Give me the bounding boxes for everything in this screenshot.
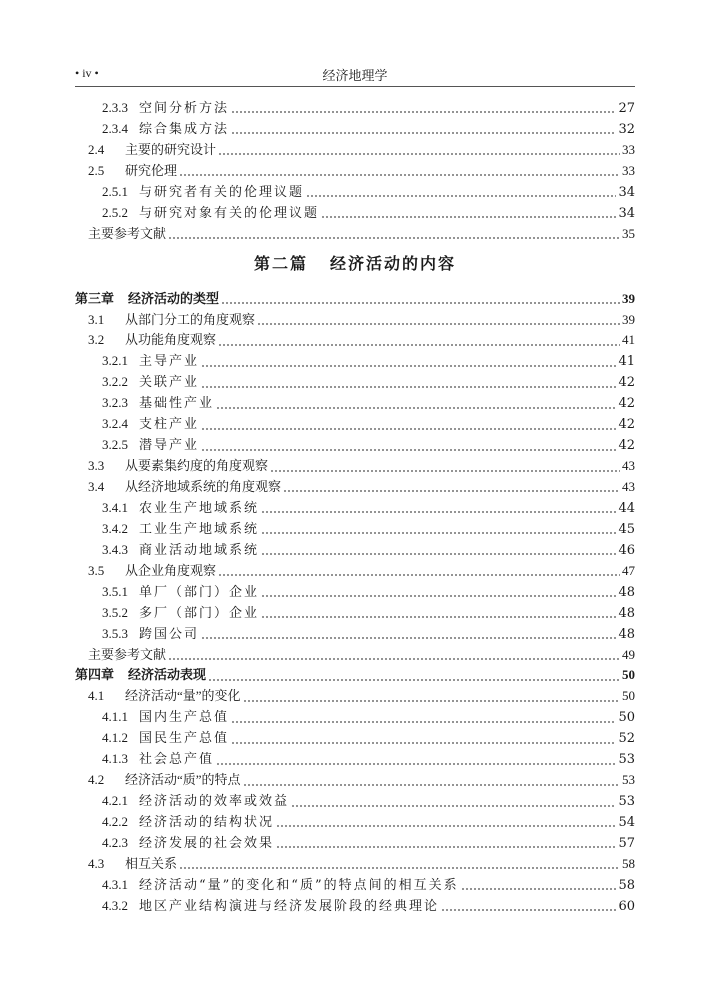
entry-number: 2.5: [88, 162, 105, 178]
entry-page: 46: [618, 542, 635, 558]
entry-title: 多厂（部门）企业: [139, 605, 260, 621]
entry-page: 32: [618, 121, 635, 137]
toc-entry[interactable]: [75, 456, 635, 477]
dot-leader: [441, 909, 616, 911]
entry-page: 39: [622, 290, 635, 306]
entry-page: 44: [618, 500, 635, 516]
entry-title: 经济活动表现: [128, 667, 207, 683]
entry-title: 经济活动的效率或效益: [139, 794, 290, 810]
entry-page: 50: [618, 710, 635, 726]
dot-leader: [201, 365, 616, 367]
entry-page: 52: [618, 731, 635, 747]
toc-entry[interactable]: [75, 791, 635, 812]
toc-section-before: [75, 98, 635, 245]
entry-title: 从部门分工的角度观察: [125, 311, 256, 327]
entry-page: 47: [622, 562, 635, 578]
entry-title: 相互关系: [125, 855, 178, 871]
entry-number: 4.2.2: [102, 814, 128, 829]
dot-leader: [201, 637, 616, 639]
entry-title: 经济活动“质”的特点: [125, 772, 241, 788]
entry-number: 3.5.2: [102, 604, 128, 620]
entry-title: 基础性产业: [139, 396, 215, 412]
entry-title: 与研究者有关的伦理议题: [139, 184, 305, 200]
page-number: • iv •: [75, 66, 99, 80]
dot-leader: [179, 174, 620, 176]
dot-leader: [243, 700, 620, 702]
toc-entry[interactable]: [75, 203, 635, 224]
dot-leader: [243, 784, 620, 786]
entry-page: 34: [618, 184, 635, 200]
entry-number: 3.5.3: [102, 625, 128, 641]
entry-page: 53: [622, 772, 635, 788]
toc-entry[interactable]: [75, 161, 635, 182]
dot-leader: [201, 449, 616, 451]
toc-entry[interactable]: [75, 812, 635, 833]
toc-references-entry[interactable]: [75, 645, 635, 666]
entry-title: 主要参考文献: [88, 225, 167, 241]
dot-leader: [216, 407, 616, 409]
toc-entry[interactable]: [75, 624, 635, 645]
toc-entry[interactable]: [75, 351, 635, 372]
toc-entry[interactable]: [75, 770, 635, 791]
entry-number: 4.2.1: [102, 793, 128, 809]
toc-entry[interactable]: [75, 310, 635, 331]
entry-title: 经济活动“量”的变化: [125, 688, 241, 704]
entry-number: 3.4.3: [102, 541, 128, 557]
entry-page: 50: [622, 688, 635, 704]
toc-chapter-entry[interactable]: [75, 665, 635, 686]
entry-number: 3.1: [88, 311, 105, 327]
entry-page: 42: [618, 375, 635, 391]
entry-number: 4.3.2: [102, 897, 128, 913]
entry-page: 50: [622, 667, 635, 683]
entry-title: 工业生产地域系统: [139, 521, 260, 537]
entry-number: 4.1: [88, 688, 105, 704]
dot-leader: [283, 490, 620, 492]
dot-leader: [201, 428, 616, 430]
part-heading: [75, 245, 635, 289]
toc-entry[interactable]: [75, 728, 635, 749]
entry-page: 34: [618, 205, 635, 221]
entry-title: 单厂（部门）企业: [139, 584, 260, 600]
entry-page: 53: [618, 794, 635, 810]
entry-title: 从经济地域系统的角度观察: [125, 479, 282, 494]
toc-entry[interactable]: [75, 561, 635, 582]
toc-entry[interactable]: [75, 519, 635, 540]
entry-title: 从要素集约度的角度观察: [125, 458, 269, 474]
dot-leader: [208, 679, 620, 681]
entry-page: 57: [618, 835, 635, 851]
entry-number: 3.5: [88, 562, 105, 578]
table-of-contents: [75, 98, 635, 917]
entry-title: 潜导产业: [139, 438, 200, 454]
toc-entry[interactable]: [75, 330, 635, 351]
entry-title: 农业生产地域系统: [139, 500, 260, 516]
dot-leader: [261, 595, 616, 597]
dot-leader: [216, 763, 616, 765]
entry-number: 4.2: [88, 772, 105, 788]
entry-number: 2.5.2: [102, 204, 128, 220]
toc-entry[interactable]: [75, 182, 635, 203]
toc-entry[interactable]: [75, 833, 635, 854]
toc-entry[interactable]: [75, 98, 635, 119]
entry-number: 3.4.1: [102, 499, 128, 515]
entry-page: 48: [618, 605, 635, 621]
entry-title: 社会总产值: [139, 752, 215, 768]
entry-page: 60: [618, 898, 635, 914]
dot-leader: [261, 553, 616, 555]
entry-number: 4.3: [88, 855, 105, 871]
entry-title: 经济活动“量”的变化和“质”的特点间的相互关系: [139, 877, 459, 893]
entry-page: 43: [622, 479, 635, 494]
entry-page: 48: [618, 584, 635, 600]
dot-leader: [218, 153, 620, 155]
running-header: [75, 64, 635, 87]
entry-number: 3.2.1: [102, 353, 128, 369]
book-title: 经济地理学: [322, 68, 388, 83]
entry-title: 研究伦理: [125, 162, 178, 178]
dot-leader: [231, 132, 616, 134]
dot-leader: [261, 511, 616, 513]
entry-page: 48: [618, 626, 635, 642]
entry-number: 3.4: [88, 479, 105, 494]
entry-page: 41: [618, 354, 635, 370]
toc-entry[interactable]: [75, 854, 635, 875]
entry-page: 33: [622, 141, 635, 157]
toc-entry[interactable]: [75, 435, 635, 456]
toc-entry[interactable]: [75, 393, 635, 414]
entry-title: 综合集成方法: [139, 121, 230, 137]
entry-page: 43: [622, 458, 635, 474]
entry-title: 商业活动地域系统: [139, 542, 260, 558]
entry-title: 主导产业: [139, 354, 200, 370]
toc-entry[interactable]: [75, 119, 635, 140]
entry-page: 58: [622, 855, 635, 871]
entry-title: 关联产业: [139, 375, 200, 391]
entry-page: 42: [618, 396, 635, 412]
entry-page: 49: [622, 646, 635, 662]
entry-number: 3.2.3: [102, 395, 128, 411]
entry-title: 国民生产总值: [139, 731, 230, 747]
entry-page: 35: [622, 225, 635, 241]
toc-entry[interactable]: [75, 707, 635, 728]
toc-entry[interactable]: [75, 582, 635, 603]
dot-leader: [276, 825, 616, 827]
entry-title: 跨国公司: [139, 626, 200, 642]
entry-number: 2.3.4: [102, 120, 128, 136]
toc-references-entry[interactable]: [75, 224, 635, 245]
toc-entry[interactable]: [75, 498, 635, 519]
entry-title: 经济活动的结构状况: [139, 815, 275, 830]
entry-number: 2.3.3: [102, 100, 128, 115]
entry-page: 54: [618, 815, 635, 830]
entry-number: 4.1.3: [102, 751, 128, 767]
dot-leader: [179, 867, 620, 869]
dot-leader: [306, 195, 616, 197]
entry-number: 3.2.4: [102, 416, 128, 432]
entry-title: 主要的研究设计: [125, 141, 217, 157]
entry-number: 3.2.5: [102, 437, 128, 453]
toc-entry[interactable]: [75, 414, 635, 435]
entry-number: 4.1.2: [102, 730, 128, 746]
entry-number: 3.5.1: [102, 583, 128, 599]
entry-number: 3.3: [88, 458, 105, 474]
entry-page: 41: [622, 332, 635, 348]
entry-number: 4.3.1: [102, 876, 128, 892]
entry-number: 2.4: [88, 141, 105, 157]
dot-leader: [231, 721, 616, 723]
toc-entry[interactable]: [75, 603, 635, 624]
dot-leader: [231, 742, 616, 744]
toc-entry[interactable]: [75, 686, 635, 707]
dot-leader: [270, 470, 620, 472]
entry-number: 4.2.3: [102, 834, 128, 850]
toc-entry[interactable]: [75, 140, 635, 161]
entry-number: 第三章: [75, 290, 115, 306]
entry-page: 53: [618, 752, 635, 768]
toc-entry[interactable]: [75, 875, 635, 896]
entry-number: 2.5.1: [102, 183, 128, 199]
entry-page: 58: [618, 877, 635, 893]
part-label: 第二篇: [253, 255, 308, 273]
entry-title: 从企业角度观察: [125, 562, 217, 578]
dot-leader: [168, 237, 620, 239]
entry-number: 4.1.1: [102, 709, 128, 725]
dot-leader: [168, 658, 620, 660]
dot-leader: [261, 616, 616, 618]
toc-section-after: [75, 289, 635, 917]
entry-title: 经济活动的类型: [128, 290, 220, 306]
dot-leader: [257, 323, 620, 325]
dot-leader: [201, 386, 616, 388]
dot-leader: [461, 888, 617, 890]
entry-page: 33: [622, 162, 635, 178]
toc-chapter-entry[interactable]: [75, 289, 635, 310]
entry-title: 空间分析方法: [139, 101, 230, 116]
toc-entry[interactable]: [75, 749, 635, 770]
entry-page: 39: [622, 311, 635, 327]
dot-leader: [221, 302, 620, 304]
entry-title: 从功能角度观察: [125, 332, 217, 348]
entry-title: 国内生产总值: [139, 710, 230, 726]
entry-number: 3.2.2: [102, 374, 128, 390]
toc-entry[interactable]: [75, 896, 635, 917]
dot-leader: [291, 805, 616, 807]
entry-page: 45: [618, 521, 635, 537]
part-title: 经济活动的内容: [330, 255, 457, 273]
dot-leader: [231, 111, 616, 113]
entry-page: 42: [618, 438, 635, 454]
entry-page: 42: [618, 417, 635, 433]
dot-leader: [218, 344, 620, 346]
entry-number: 3.4.2: [102, 520, 128, 536]
entry-title: 支柱产业: [139, 417, 200, 433]
dot-leader: [321, 216, 616, 218]
toc-entry[interactable]: [75, 372, 635, 393]
toc-entry[interactable]: [75, 540, 635, 561]
entry-title: 地区产业结构演进与经济发展阶段的经典理论: [139, 898, 440, 914]
entry-title: 与研究对象有关的伦理议题: [139, 205, 320, 221]
entry-page: 27: [618, 101, 635, 116]
dot-leader: [261, 532, 616, 534]
entry-title: 经济发展的社会效果: [139, 835, 275, 851]
dot-leader: [276, 846, 616, 848]
entry-title: 主要参考文献: [88, 646, 167, 662]
dot-leader: [218, 574, 620, 576]
entry-number: 第四章: [75, 667, 115, 683]
entry-number: 3.2: [88, 332, 105, 348]
toc-entry[interactable]: [75, 477, 635, 498]
